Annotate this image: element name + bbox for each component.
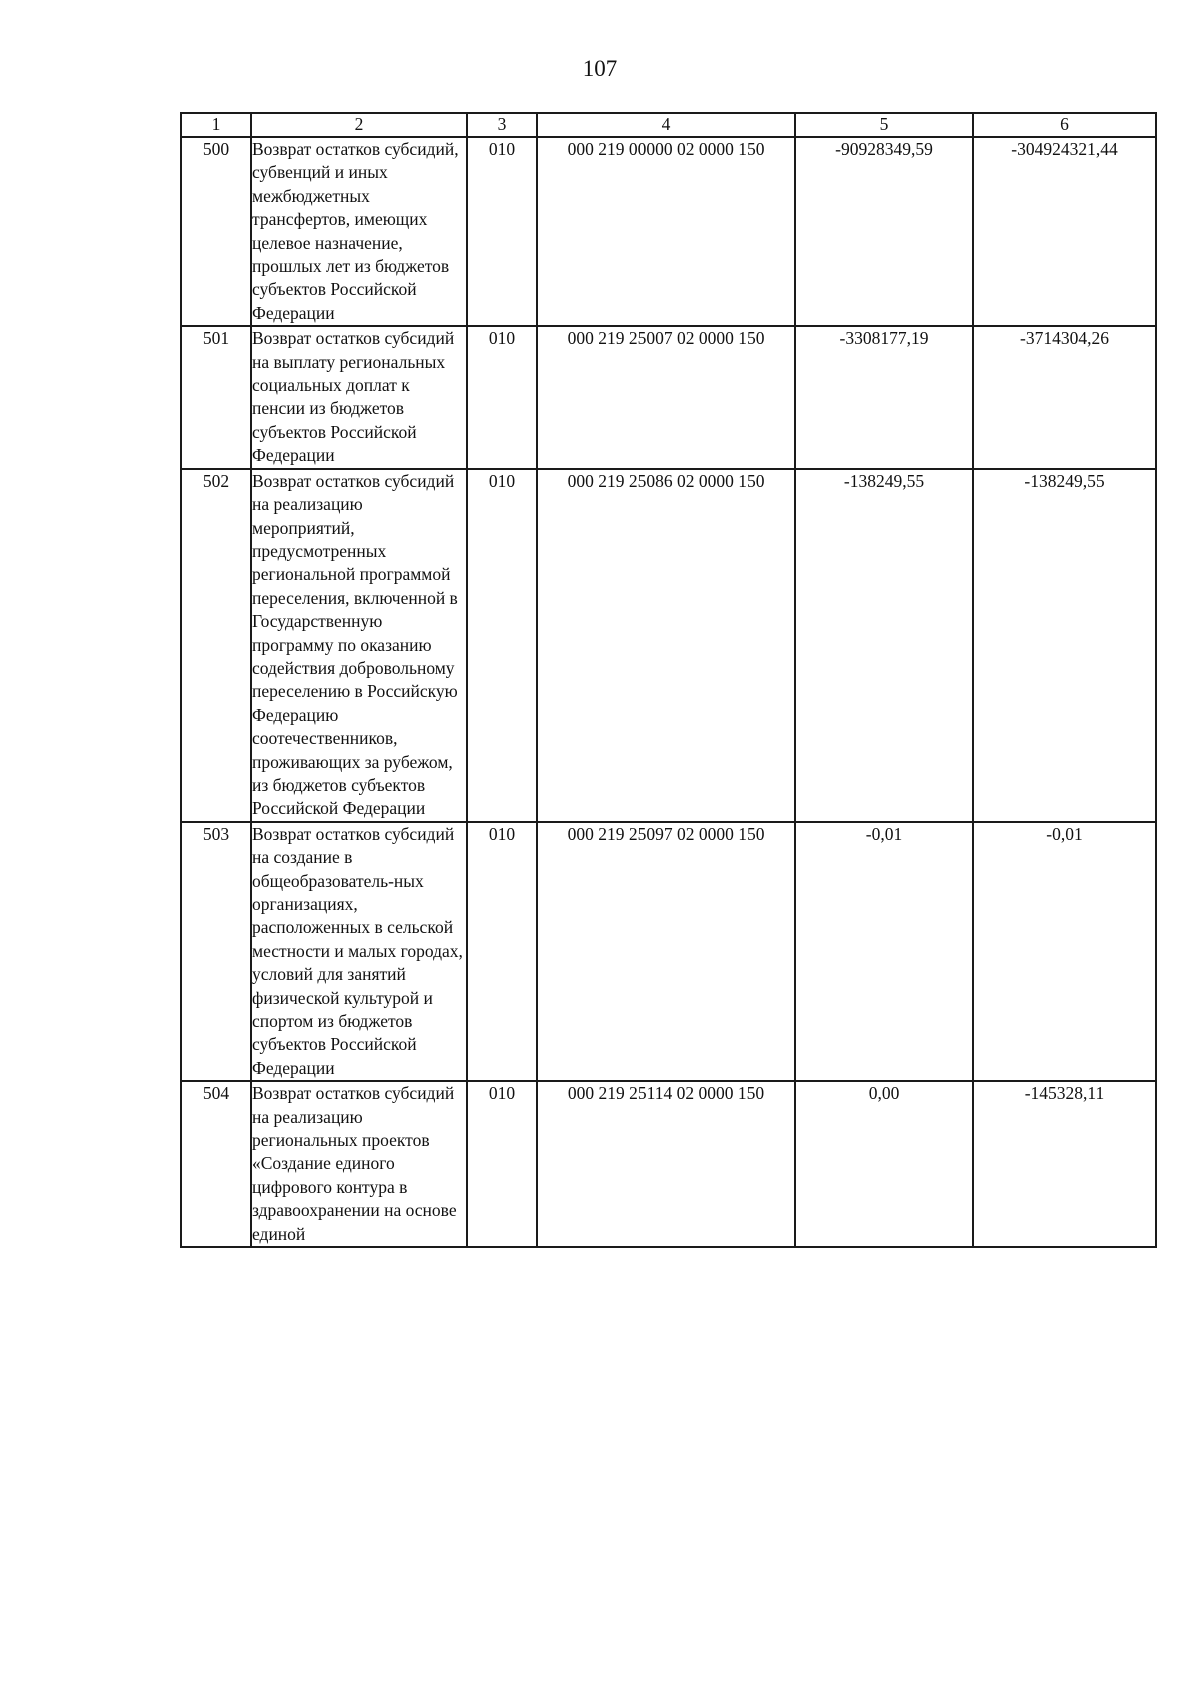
column-header-6: 6 [973,113,1156,137]
row-sum-col5-cell: -138249,55 [795,469,973,822]
budget-table [180,112,1157,1248]
column-header-1: 1 [181,113,251,137]
row-sum-col6-cell: -0,01 [973,822,1156,1081]
row-code-cell: 010 [467,822,537,1081]
column-header-2: 2 [251,113,467,137]
row-number-cell: 504 [181,1081,251,1247]
table-row [181,1081,1156,1247]
row-sum-col6-cell: -145328,11 [973,1081,1156,1247]
row-sum-col5-cell: -3308177,19 [795,326,973,468]
row-name-cell: Возврат остатков субсидий на реализацию мероприятий, предусмотренных региональной программой переселения, включенной в Государственную программу по оказанию содействия добровольному переселению в Российскую Федерацию соотечественников, проживающих за рубежом, из бюджетов субъектов Российской Федерации [251,469,467,822]
row-name-cell: Возврат остатков субсидий на реализацию региональных проектов «Создание единого цифрового контура в здравоохранении на основе единой [251,1081,467,1247]
row-code-cell: 010 [467,137,537,326]
row-sum-col5-cell: 0,00 [795,1081,973,1247]
row-name-cell: Возврат остатков субсидий на выплату региональных социальных доплат к пенсии из бюджетов субъектов Российской Федерации [251,326,467,468]
row-kbk-cell: 000 219 00000 02 0000 150 [537,137,795,326]
row-kbk-cell: 000 219 25007 02 0000 150 [537,326,795,468]
column-header-5: 5 [795,113,973,137]
row-number-cell: 503 [181,822,251,1081]
row-code-cell: 010 [467,1081,537,1247]
row-number-cell: 502 [181,469,251,822]
row-code-cell: 010 [467,469,537,822]
row-sum-col5-cell: -90928349,59 [795,137,973,326]
table-row [181,326,1156,468]
row-kbk-cell: 000 219 25114 02 0000 150 [537,1081,795,1247]
row-name-cell: Возврат остатков субсидий, субвенций и иных межбюджетных трансфертов, имеющих целевое назначение, прошлых лет из бюджетов субъектов Российской Федерации [251,137,467,326]
row-kbk-cell: 000 219 25097 02 0000 150 [537,822,795,1081]
column-header-4: 4 [537,113,795,137]
row-sum-col6-cell: -3714304,26 [973,326,1156,468]
row-kbk-cell: 000 219 25086 02 0000 150 [537,469,795,822]
table-header-row [181,113,1156,137]
row-number-cell: 500 [181,137,251,326]
row-sum-col6-cell: -304924321,44 [973,137,1156,326]
row-sum-col6-cell: -138249,55 [973,469,1156,822]
page-number: 107 [582,56,618,81]
row-sum-col5-cell: -0,01 [795,822,973,1081]
row-name-cell: Возврат остатков субсидий на создание в общеобразователь-ных организациях, расположенных в сельской местности и малых городах, условий для занятий физической культурой и спортом из бюджетов субъектов Российской Федерации [251,822,467,1081]
table-row [181,469,1156,822]
row-code-cell: 010 [467,326,537,468]
table-row [181,137,1156,326]
column-header-3: 3 [467,113,537,137]
row-number-cell: 501 [181,326,251,468]
table-row [181,822,1156,1081]
